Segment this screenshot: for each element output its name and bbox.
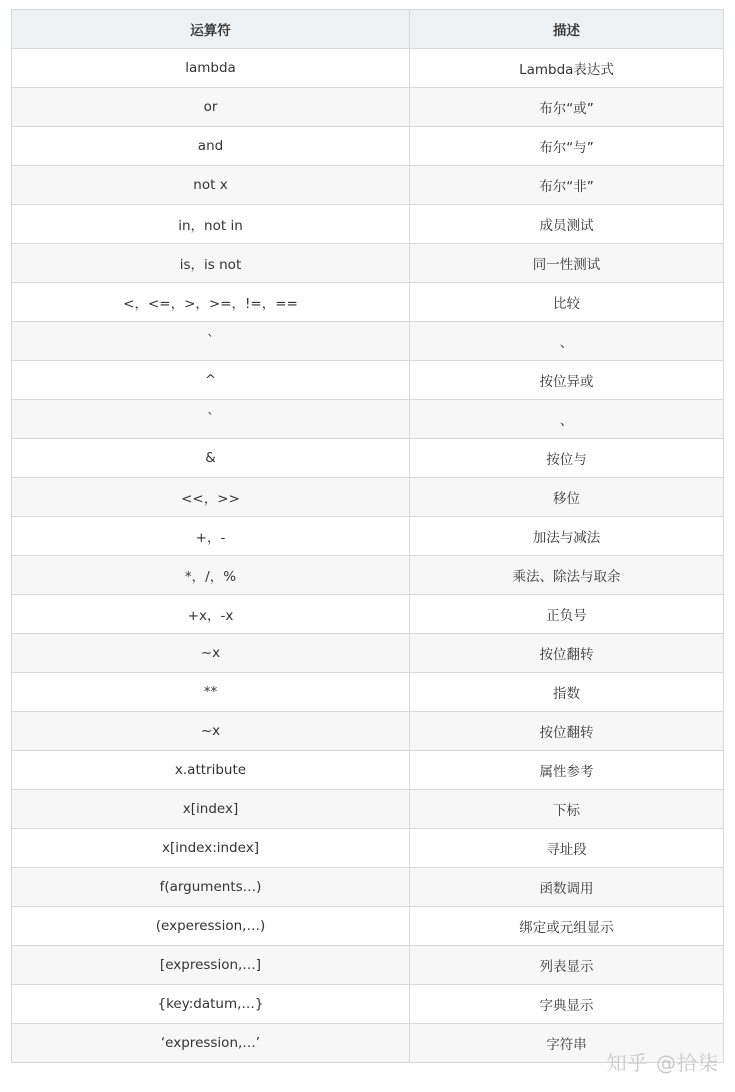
description-cell: 按位异或 — [410, 361, 724, 400]
table-row — [12, 673, 724, 712]
table-body — [12, 49, 724, 1063]
operator-cell: ` — [12, 400, 410, 439]
table-row — [12, 322, 724, 361]
table-row — [12, 829, 724, 868]
table-row — [12, 946, 724, 985]
operator-cell: ** — [12, 673, 410, 712]
description-cell: 下标 — [410, 790, 724, 829]
zhihu-watermark: 知乎 @拾柒 — [606, 1051, 719, 1075]
table-row — [12, 88, 724, 127]
operator-cell: +，- — [12, 517, 410, 556]
operator-cell: x.attribute — [12, 751, 410, 790]
operator-cell: [expression,…] — [12, 946, 410, 985]
operator-cell: lambda — [12, 49, 410, 88]
table-row — [12, 595, 724, 634]
operator-cell: ~x — [12, 634, 410, 673]
table-row — [12, 556, 724, 595]
operator-cell: ` — [12, 322, 410, 361]
operator-cell: <<，>> — [12, 478, 410, 517]
table-row — [12, 478, 724, 517]
description-cell: 绑定或元组显示 — [410, 907, 724, 946]
table-row — [12, 907, 724, 946]
operator-cell: is，is not — [12, 244, 410, 283]
description-cell: 字典显示 — [410, 985, 724, 1024]
table-row — [12, 790, 724, 829]
table-row — [12, 634, 724, 673]
description-cell: 成员测试 — [410, 205, 724, 244]
description-cell: 乘法、除法与取余 — [410, 556, 724, 595]
operator-cell: and — [12, 127, 410, 166]
operator-cell: *，/，% — [12, 556, 410, 595]
header-description: 描述 — [410, 10, 724, 49]
operator-precedence-table — [11, 9, 724, 1063]
description-cell: 布尔“非” — [410, 166, 724, 205]
table-row — [12, 868, 724, 907]
description-cell: 属性参考 — [410, 751, 724, 790]
description-cell: 按位翻转 — [410, 712, 724, 751]
description-cell: 函数调用 — [410, 868, 724, 907]
table-row — [12, 166, 724, 205]
operator-cell: f(arguments…) — [12, 868, 410, 907]
description-cell: 、 — [410, 400, 724, 439]
description-cell: 移位 — [410, 478, 724, 517]
table-row — [12, 361, 724, 400]
table-row — [12, 712, 724, 751]
table-row — [12, 49, 724, 88]
description-cell: 加法与减法 — [410, 517, 724, 556]
table-row — [12, 985, 724, 1024]
operator-cell: (experession,…) — [12, 907, 410, 946]
operator-cell: ^ — [12, 361, 410, 400]
description-cell: 列表显示 — [410, 946, 724, 985]
operator-cell: x[index] — [12, 790, 410, 829]
description-cell: 同一性测试 — [410, 244, 724, 283]
description-cell: 布尔“与” — [410, 127, 724, 166]
description-cell: 、 — [410, 322, 724, 361]
description-cell: 布尔“或” — [410, 88, 724, 127]
description-cell: 字符串 — [410, 1024, 724, 1063]
table-header-row — [12, 10, 724, 49]
description-cell: 按位与 — [410, 439, 724, 478]
table-row — [12, 400, 724, 439]
operator-cell: {key:datum,…} — [12, 985, 410, 1024]
operator-cell: ~x — [12, 712, 410, 751]
table-row — [12, 439, 724, 478]
table-row — [12, 517, 724, 556]
description-cell: Lambda表达式 — [410, 49, 724, 88]
description-cell: 正负号 — [410, 595, 724, 634]
operator-cell: not x — [12, 166, 410, 205]
description-cell: 比较 — [410, 283, 724, 322]
table-row — [12, 283, 724, 322]
description-cell: 指数 — [410, 673, 724, 712]
table-row — [12, 244, 724, 283]
operator-table-container — [11, 9, 723, 1063]
operator-cell: & — [12, 439, 410, 478]
description-cell: 按位翻转 — [410, 634, 724, 673]
operator-cell: ‘expression,…’ — [12, 1024, 410, 1063]
operator-cell: in，not in — [12, 205, 410, 244]
header-operator: 运算符 — [12, 10, 410, 49]
operator-cell: +x，-x — [12, 595, 410, 634]
description-cell: 寻址段 — [410, 829, 724, 868]
table-row — [12, 751, 724, 790]
operator-cell: or — [12, 88, 410, 127]
operator-cell: <，<=，>，>=，!=，== — [12, 283, 410, 322]
operator-cell: x[index:index] — [12, 829, 410, 868]
table-row — [12, 205, 724, 244]
table-row — [12, 127, 724, 166]
